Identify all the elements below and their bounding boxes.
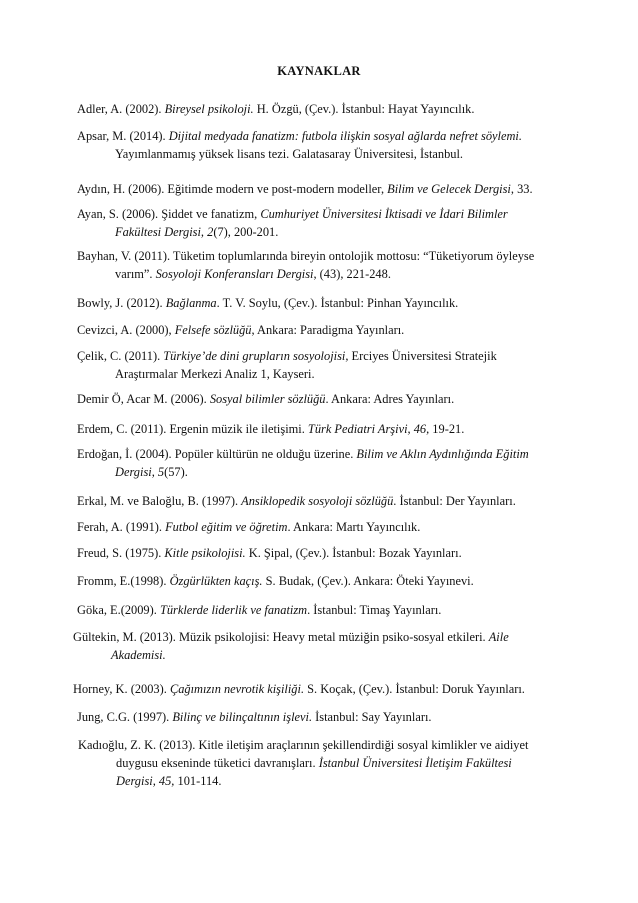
reference-text: , 33.: [510, 182, 533, 196]
reference-line-continued: [77, 145, 565, 163]
reference-line-continued: [78, 772, 566, 790]
reference-line: [77, 207, 508, 221]
reference-line: [77, 710, 432, 724]
reference-italic-text: Türklerde liderlik ve fanatizm: [159, 603, 308, 617]
reference-text: . Ankara: Adres Yayınları.: [325, 392, 455, 406]
reference-text: (57).: [164, 465, 188, 479]
reference-text: varım”.: [115, 267, 156, 281]
reference-entry: [73, 680, 561, 698]
reference-text: Erdoğan, İ. (2004). Popüler kültürün ne olduğu üzerine.: [77, 447, 357, 461]
reference-line-continued: [78, 754, 566, 772]
reference-line: [77, 182, 533, 196]
reference-entry: [77, 708, 565, 726]
reference-text: 19-21.: [429, 422, 465, 436]
reference-text: Ayan, S. (2006). Şiddet ve fanatizm,: [77, 207, 261, 221]
reference-entry: [77, 518, 565, 536]
reference-line: [77, 574, 474, 588]
reference-entry: [77, 390, 565, 408]
reference-entry: [77, 347, 565, 383]
reference-italic-text: Dergisi, 5: [115, 465, 165, 479]
reference-text: Araştırmalar Merkezi Analiz 1, Kayseri.: [115, 367, 315, 381]
reference-text: K. Şipal, (Çev.). İstanbul: Bozak Yayınları.: [245, 546, 462, 560]
reference-italic-text: Bağlanma: [165, 296, 217, 310]
reference-entry: [77, 601, 565, 619]
reference-italic-text: Ansiklopedik sosyoloji sözlüğü: [241, 494, 394, 508]
reference-text: . T. V. Soylu, (Çev.). İstanbul: Pinhan Yayıncılık.: [216, 296, 459, 310]
reference-text: Demir Ö, Acar M. (2006).: [77, 392, 210, 406]
reference-italic-text: Türk Pediatri Arşivi, 46,: [307, 422, 430, 436]
reference-italic-text: Dergisi, 45,: [116, 774, 175, 788]
reference-text: . Ankara: Martı Yayıncılık.: [287, 520, 421, 534]
reference-italic-text: Cumhuriyet Üniversitesi İktisadi ve İdari Bilimler: [260, 207, 508, 221]
reference-text: Freud, S. (1975).: [77, 546, 165, 560]
reference-text: Cevizci, A. (2000),: [77, 323, 175, 337]
reference-line: [77, 392, 454, 406]
reference-text: Bowly, J. (2012).: [77, 296, 166, 310]
page-title: KAYNAKLAR: [277, 64, 361, 78]
reference-line: [77, 447, 529, 461]
reference-text: . İstanbul: Timaş Yayınları.: [307, 603, 442, 617]
reference-entry: [77, 100, 565, 118]
reference-entry: [77, 492, 565, 510]
reference-text: Fromm, E.(1998).: [77, 574, 170, 588]
reference-text: Bayhan, V. (2011). Tüketim toplumlarında bireyin ontolojik mottosu: “Tüketiyorum öyleyse: [77, 249, 535, 263]
reference-entry: [77, 544, 565, 562]
reference-text: Aydın, H. (2006). Eğitimde modern ve post-modern modeller,: [77, 182, 388, 196]
reference-text: Erdem, C. (2011). Ergenin müzik ile iletişimi.: [77, 422, 308, 436]
reference-line: [77, 603, 441, 617]
reference-line-continued: [77, 463, 565, 481]
reference-text: Apsar, M. (2014).: [77, 129, 169, 143]
reference-italic-text: Felsefe sözlüğü: [174, 323, 252, 337]
reference-entry: [77, 247, 565, 283]
reference-text: Jung, C.G. (1997).: [77, 710, 173, 724]
reference-text: Yayımlanmamış yüksek lisans tezi. Galatasaray Üniversitesi, İstanbul.: [115, 147, 464, 161]
reference-italic-text: Sosyoloji Konferansları Dergisi: [155, 267, 314, 281]
reference-text: İstanbul: Say Yayınları.: [312, 710, 432, 724]
reference-italic-text: İstanbul Üniversitesi İletişim Fakültesi: [318, 756, 512, 770]
reference-italic-text: Kitle psikolojisi.: [164, 546, 246, 560]
reference-italic-text: Bilim ve Aklın Aydınlığında Eğitim: [356, 447, 529, 461]
reference-text: 101-114.: [174, 774, 222, 788]
reference-line: [77, 102, 474, 116]
reference-italic-text: Sosyal bilimler sözlüğü: [209, 392, 326, 406]
reference-entry: [77, 294, 565, 312]
reference-line: [77, 520, 420, 534]
reference-italic-text: Aile: [488, 630, 509, 644]
reference-text: duygusu ekseninde tüketici davranışları.: [116, 756, 319, 770]
reference-italic-text: Akademisi.: [111, 648, 166, 662]
reference-text: Adler, A. (2002).: [77, 102, 165, 116]
reference-text: Erciyes Üniversitesi Stratejik: [348, 349, 497, 363]
reference-text: Kadıoğlu, Z. K. (2013). Kitle iletişim araçlarının şekillendirdiği sosyal kimlikler ve aidiyet: [78, 738, 529, 752]
reference-entry: [77, 127, 565, 163]
reference-line-continued: [77, 223, 565, 241]
reference-line: [77, 296, 458, 310]
reference-entry: [77, 321, 565, 339]
reference-line: [73, 630, 509, 644]
reference-text: Göka, E.(2009).: [77, 603, 160, 617]
reference-entry: [77, 572, 565, 590]
reference-text: Horney, K. (2003).: [73, 682, 170, 696]
reference-text: Ferah, A. (1991).: [77, 520, 166, 534]
reference-line: [73, 682, 525, 696]
reference-line: [77, 546, 462, 560]
reference-line-continued: [77, 265, 565, 283]
reference-italic-text: Bilinç ve bilinçaltının işlevi.: [172, 710, 313, 724]
reference-entry: [77, 420, 565, 438]
reference-italic-text: Fakültesi Dergisi, 2: [115, 225, 214, 239]
reference-line: [78, 738, 528, 752]
reference-line-continued: [73, 646, 561, 664]
reference-entry: [77, 445, 565, 481]
reference-line: [77, 422, 464, 436]
reference-text: , Ankara: Paradigma Yayınları.: [251, 323, 405, 337]
reference-italic-text: Bilim ve Gelecek Dergisi: [387, 182, 511, 196]
reference-italic-text: Özgürlükten kaçış.: [169, 574, 263, 588]
reference-line: [77, 323, 404, 337]
reference-italic-text: Dijital medyada fanatizm: futbola ilişkin sosyal ağlarda nefret söylemi.: [168, 129, 522, 143]
reference-line: [77, 129, 522, 143]
reference-text: Gültekin, M. (2013). Müzik psikolojisi: Heavy metal müziğin psiko-sosyal etkileri.: [73, 630, 489, 644]
reference-text: (7), 200-201.: [213, 225, 279, 239]
reference-entry: [77, 180, 565, 198]
reference-text: . İstanbul: Der Yayınları.: [393, 494, 516, 508]
reference-line: [77, 349, 497, 363]
reference-line: [77, 249, 534, 263]
reference-text: H. Özgü, (Çev.). İstanbul: Hayat Yayıncılık.: [253, 102, 475, 116]
reference-text: Çelik, C. (2011).: [77, 349, 164, 363]
reference-entry: [78, 736, 566, 790]
reference-entry: [77, 205, 565, 241]
reference-entry: [73, 628, 561, 664]
reference-italic-text: Çağımızın nevrotik kişiliği.: [169, 682, 305, 696]
reference-italic-text: Türkiye’de dini grupların sosyolojisi,: [163, 349, 349, 363]
reference-text: , (43), 221-248.: [313, 267, 391, 281]
reference-text: S. Koçak, (Çev.). İstanbul: Doruk Yayınları.: [304, 682, 525, 696]
reference-line: [77, 494, 516, 508]
reference-italic-text: Bireysel psikoloji.: [164, 102, 254, 116]
reference-text: S. Budak, (Çev.). Ankara: Öteki Yayınevi.: [262, 574, 474, 588]
reference-text: Erkal, M. ve Baloğlu, B. (1997).: [77, 494, 242, 508]
reference-italic-text: Futbol eğitim ve öğretim: [165, 520, 288, 534]
reference-line-continued: [77, 365, 565, 383]
